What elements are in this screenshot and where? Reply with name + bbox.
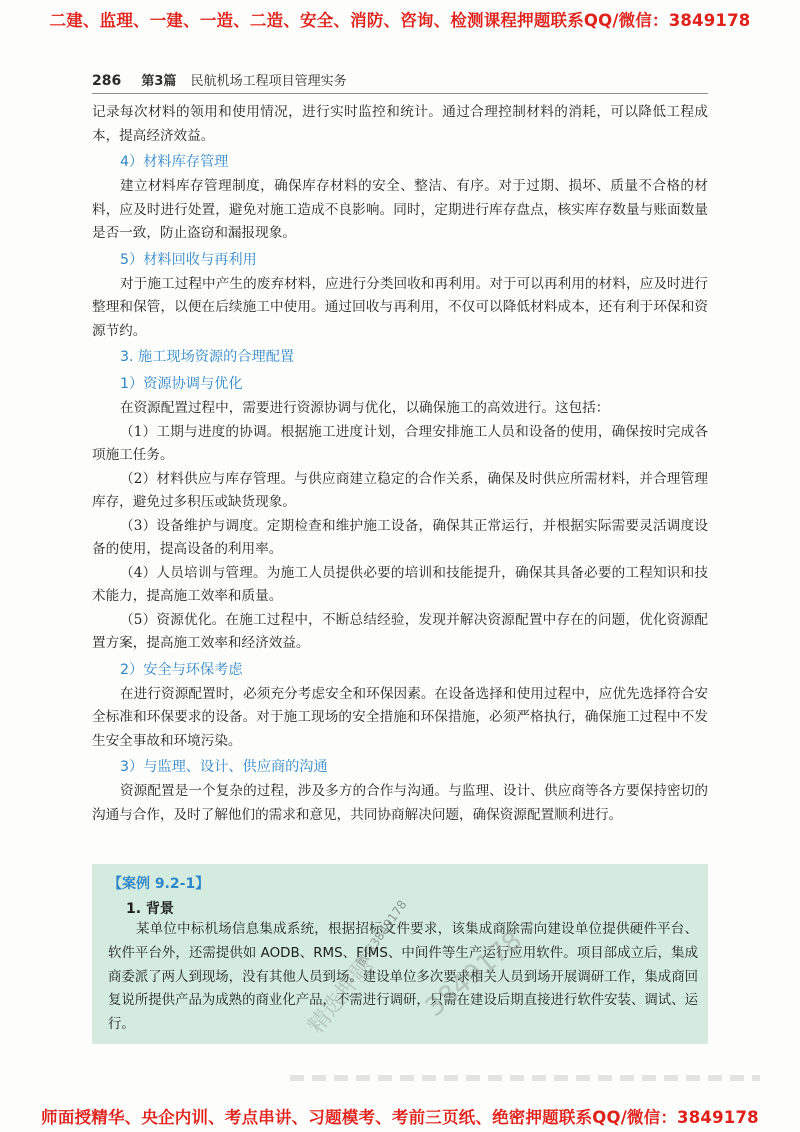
list-item: （1）工期与进度的协调。根据施工进度计划，合理安排施工人员和设备的使用，确保按时完成各项施工任务。	[92, 423, 708, 463]
faint-bleed-line	[290, 1075, 760, 1081]
top-banner: 二建、监理、一建、一造、二造、安全、消防、咨询、检测课程押题联系QQ/微信：3849178	[49, 11, 751, 30]
page-number: 286	[92, 73, 122, 89]
watermark: 精选押题	[303, 953, 378, 1039]
subheading: 1）资源协调与优化	[120, 376, 243, 392]
watermark: 3849178	[420, 925, 528, 1023]
list-item: （5）资源优化。在施工过程中，不断总结经验，发现并解决资源配置中存在的问题，优化资源配置方案，提高施工效率和经济效益。	[92, 611, 708, 651]
subheading: 3）与监理、设计、供应商的沟通	[120, 759, 328, 775]
paragraph: 记录每次材料的领用和使用情况，进行实时监控和统计。通过合理控制材料的消耗，可以降低工程成本，提高经济效益。	[92, 104, 708, 144]
bottom-banner: 师面授精华、央企内训、考点串讲、习题模考、考前三页纸、绝密押题联系QQ/微信：3849178	[41, 1108, 759, 1127]
paragraph: 对于施工过程中产生的废弃材料，应进行分类回收和再利用。对于可以再利用的材料，应及时进行整理和保管，以便在后续施工中使用。通过回收与再利用，不仅可以降低材料成本，还有利于环保和资源节约。	[92, 275, 708, 339]
header-rule	[92, 93, 708, 94]
subheading: 4）材料库存管理	[120, 154, 229, 170]
case-tag: 【案例 9.2-1】	[108, 876, 210, 892]
paragraph: 在资源配置过程中，需要进行资源协调与优化，以确保施工的高效进行。这包括：	[120, 400, 610, 416]
list-item: （2）材料供应与库存管理。与供应商建立稳定的合作关系，确保及时供应所需材料，并合理管理库存，避免过多积压或缺货现象。	[92, 470, 708, 510]
page-body	[92, 101, 708, 827]
case-box	[92, 864, 708, 1044]
part-label: 第3篇	[141, 74, 177, 89]
running-header	[92, 70, 692, 90]
section-heading: 3. 施工现场资源的合理配置	[120, 349, 295, 365]
paragraph: 建立材料库存管理制度，确保库存材料的安全、整洁、有序。对于过期、损坏、质量不合格的材料，应及时进行处置，避免对施工造成不良影响。同时，定期进行库存盘点，核实库存数量与账面数量是否一致，防止盗窃和漏报现象。	[92, 178, 708, 241]
list-item: （4）人员培训与管理。为施工人员提供必要的培训和技能提升，确保其具备必要的工程知识和技术能力，提高施工效率和质量。	[92, 564, 708, 604]
part-title: 民航机场工程项目管理实务	[190, 74, 347, 89]
watermark: 微信3849178	[353, 897, 410, 970]
case-section-title: 1. 背景	[126, 901, 174, 917]
case-text: 某单位中标机场信息集成系统，根据招标文件要求，该集成商除需向建设单位提供硬件平台、软件平台外，还需提供如 AODB、RMS、FIMS、中间件等生产运行应用软件。项目部成立后，集成商委派了两人到现场，没有其他人员到场。建设单位多次要求相关人员到场开展调研工作，集成商回复说所提供产品为成熟的商业化产品，不需进行调研，只需在建设后期直接进行软件安装、调试、运行。	[108, 922, 698, 1033]
subheading: 2）安全与环保考虑	[120, 661, 243, 678]
subheading: 5）材料回收与再利用	[120, 251, 257, 268]
paragraph: 在进行资源配置时，必须充分考虑安全和环保因素。在设备选择和使用过程中，应优先选择符合安全标准和环保要求的设备。对于施工现场的安全措施和环保措施，必须严格执行，确保施工过程中不发生安全事故和环境污染。	[92, 685, 708, 749]
paragraph: 资源配置是一个复杂的过程，涉及多方的合作与沟通。与监理、设计、供应商等各方要保持密切的沟通与合作，及时了解他们的需求和意见，共同协商解决问题，确保资源配置顺利进行。	[92, 783, 708, 823]
list-item: （3）设备维护与调度。定期检查和维护施工设备，确保其正常运行，并根据实际需要灵活调度设备的使用，提高设备的利用率。	[92, 517, 708, 557]
